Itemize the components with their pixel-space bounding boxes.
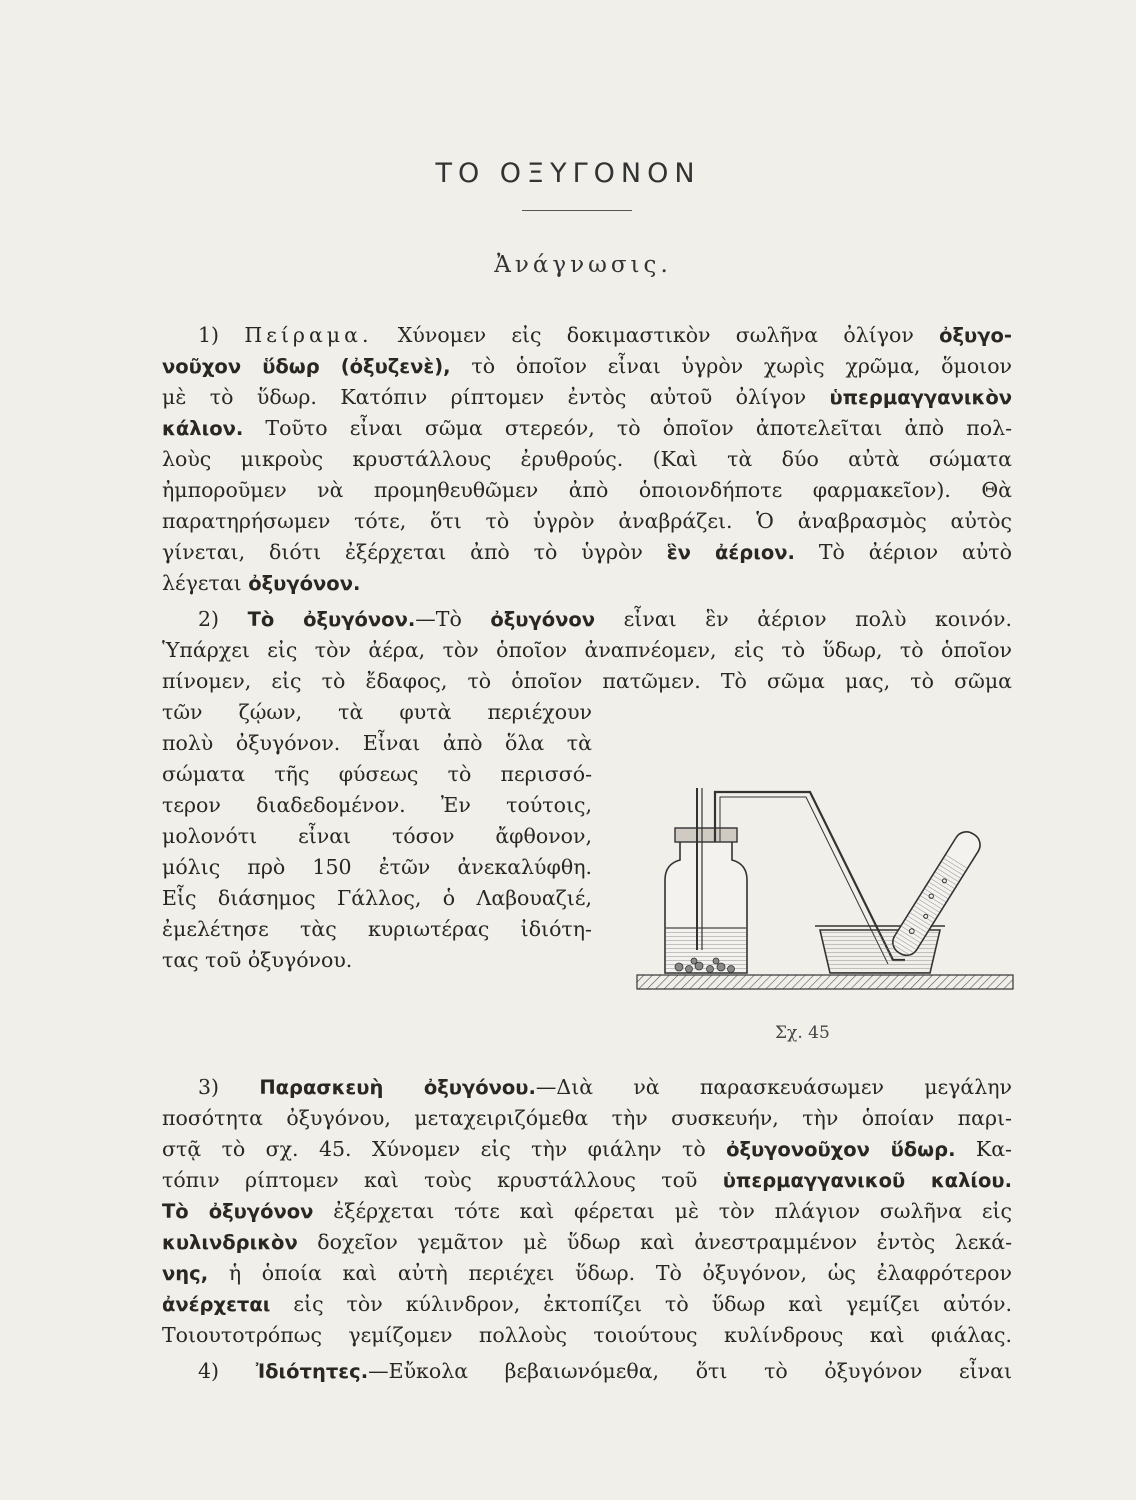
- p2-line-3: πίνομεν, εἰς τὸ ἔδαφος, τὸ ὁποῖον πατῶμεν. Τὸ σῶμα μας, τὸ σῶμα: [162, 669, 1012, 693]
- p2-line-7: τερον διαδεδομένον. Ἐν τούτοις,: [162, 793, 592, 817]
- base-board: [637, 975, 1013, 989]
- p3-line-7: νης, ἡ ὁποία καὶ αὐτὴ περιέχει ὕδωρ. Τὸ ὀξυγόνον, ὡς ἐλαφρότερον: [162, 1261, 1012, 1285]
- apparatus-figure: [635, 780, 1015, 1005]
- section-subtitle: Ἀνάγνωσις.: [494, 252, 672, 278]
- p2-line-8: μολονότι εἶναι τόσον ἄφθονον,: [162, 824, 592, 848]
- p1-line-3: μὲ τὸ ὕδωρ. Κατόπιν ρίπτομεν ἐντὸς αὐτοῦ ὀλίγον ὑπερμαγγανικὸν: [162, 385, 1012, 409]
- p2-line-1: 2) Τὸ ὀξυγόνον.—Τὸ ὀξυγόνον εἶναι ἓν ἀέριον πολὺ κοινόν.: [198, 607, 1012, 631]
- p1-line-2: νοῦχον ὕδωρ (ὀξυζενὲ), τὸ ὁποῖον εἶναι ὑγρὸν χωρὶς χρῶμα, ὅμοιον: [162, 354, 1012, 378]
- p3-line-4: τόπιν ρίπτομεν καὶ τοὺς κρυστάλλους τοῦ ὑπερμαγγανικοῦ καλίου.: [162, 1168, 1012, 1192]
- p3-line-6: κυλινδρικὸν δοχεῖον γεμᾶτον μὲ ὕδωρ καὶ ἀνεστραμμένον ἐντὸς λεκά-: [162, 1230, 1012, 1254]
- p2-line-9: μόλις πρὸ 150 ἐτῶν ἀνεκαλύφθη.: [162, 855, 592, 879]
- p4-line-1: 4) Ἰδιότητες.—Εὔκολα βεβαιωνόμεθα, ὅτι τὸ ὀξυγόνον εἶναι: [198, 1359, 1012, 1383]
- p3-line-8: ἀνέρχεται εἰς τὸν κύλινδρον, ἐκτοπίζει τὸ ὕδωρ καὶ γεμίζει αὐτόν.: [162, 1292, 1012, 1316]
- p2-line-5: πολὺ ὀξυγόνον. Εἶναι ἀπὸ ὅλα τὰ: [162, 731, 592, 755]
- p1-line-7: παρατηρήσωμεν τότε, ὅτι τὸ ὑγρὸν ἀναβράζει. Ὁ ἀναβρασμὸς αὐτὸς: [162, 509, 1012, 533]
- p3-line-3: στᾷ τὸ σχ. 45. Χύνομεν εἰς τὴν φιάλην τὸ ὀξυγονοῦχον ὕδωρ. Κα-: [162, 1137, 1012, 1161]
- p1-line-6: ἠμποροῦμεν νὰ προμηθευθῶμεν ἀπὸ ὁποιονδήποτε φαρμακεῖον). Θὰ: [162, 478, 1012, 502]
- p1-line-8: γίνεται, διότι ἐξέρχεται ἀπὸ τὸ ὑγρὸν ἓν ἀέριον. Τὸ ἀέριον αὐτὸ: [162, 540, 1012, 564]
- p2-line-2: Ὑπάρχει εἰς τὸν ἀέρα, τὸν ὁποῖον ἀναπνέομεν, εἰς τὸ ὕδωρ, τὸ ὁποῖον: [162, 638, 1012, 662]
- p2-line-10: Εἷς διάσημος Γάλλος, ὁ Λαβουαζιέ,: [162, 886, 592, 910]
- figure-caption: Σχ. 45: [775, 1023, 830, 1043]
- p1-line-4: κάλιον. Τοῦτο εἶναι σῶμα στερεόν, τὸ ὁποῖον ἀποτελεῖται ἀπὸ πολ-: [162, 416, 1012, 440]
- p1-line-9: λέγεται ὀξυγόνον.: [162, 571, 361, 595]
- p2-line-11: ἐμελέτησε τὰς κυριωτέρας ἰδιότη-: [162, 917, 592, 941]
- stopper: [675, 828, 737, 842]
- p2-line-4: τῶν ζῴων, τὰ φυτὰ περιέχουν: [162, 700, 592, 724]
- title-rule: [522, 210, 632, 211]
- p2-line-6: σώματα τῆς φύσεως τὸ περισσό-: [162, 762, 592, 786]
- p3-line-9: Τοιουτοτρόπως γεμίζομεν πολλοὺς τοιούτους κυλίνδρους καὶ φιάλας.: [162, 1323, 1012, 1347]
- chapter-title: ΤΟ ΟΞΥΓΟΝΟΝ: [435, 158, 701, 189]
- p1-line-5: λοὺς μικροὺς κρυστάλλους ἐρυθρούς. (Καὶ τὰ δύο αὐτὰ σώματα: [162, 447, 1012, 471]
- p3-line-1: 3) Παρασκευὴ ὀξυγόνου.—Διὰ νὰ παρασκευάσωμεν μεγάλην: [198, 1075, 1012, 1099]
- p3-line-2: ποσότητα ὀξυγόνου, μεταχειριζόμεθα τὴν συσκευήν, τὴν ὁποίαν παρι-: [162, 1106, 1012, 1130]
- p2-line-12: τας τοῦ ὀξυγόνου.: [162, 948, 353, 972]
- p3-line-5: Τὸ ὀξυγόνον ἐξέρχεται τότε καὶ φέρεται μὲ τὸν πλάγιον σωλῆνα εἰς: [162, 1199, 1012, 1223]
- p1-line-1: 1) Πείραμα. Χύνομεν εἰς δοκιμαστικὸν σωλῆνα ὀλίγον ὀξυγο-: [198, 323, 1012, 347]
